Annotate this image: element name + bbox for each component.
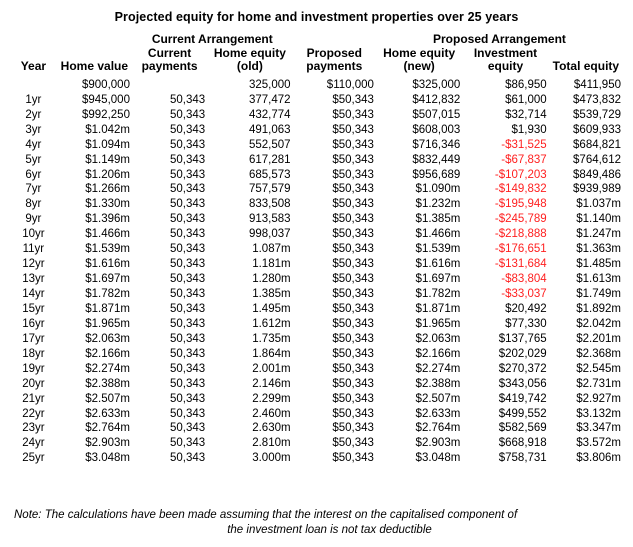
cell-proposed-payments: $50,343: [332, 377, 374, 390]
table-row: [10, 287, 623, 302]
cell-total-equity: $1.485m: [576, 258, 621, 271]
cell-home-equity-new: $1.232m: [415, 198, 461, 211]
column-header-home-equity-new: Home equity (new): [383, 46, 456, 74]
cell-investment-equity: $202,029: [498, 347, 547, 360]
column-header-current-payments: Current payments: [141, 46, 198, 74]
cell-home-equity-old: 2.460m: [252, 407, 291, 420]
cell-proposed-payments: $50,343: [332, 198, 374, 211]
cell-home-equity-new: $2.633m: [415, 407, 461, 420]
cell-proposed-payments: $50,343: [332, 183, 374, 196]
table-row: [10, 227, 623, 242]
cell-year: 5yr: [25, 153, 42, 166]
table-row: [10, 436, 623, 451]
cell-year: 4yr: [25, 138, 42, 151]
cell-home-equity-new: $1.965m: [415, 317, 461, 330]
cell-home-equity-old: 685,573: [249, 168, 291, 181]
cell-investment-equity: -$195,948: [494, 198, 547, 211]
cell-year: 22yr: [22, 407, 45, 420]
table-row: [10, 212, 623, 227]
cell-current-payments: 50,343: [170, 108, 206, 121]
cell-home-value: $1.094m: [85, 138, 130, 151]
footnote-line-2: the investment loan is not tax deductible: [227, 524, 432, 537]
table-row: [10, 421, 623, 436]
cell-year: 21yr: [22, 392, 45, 405]
cell-total-equity: $764,612: [573, 153, 621, 166]
cell-investment-equity: $61,000: [505, 93, 547, 106]
cell-investment-equity: -$107,203: [494, 168, 547, 181]
cell-investment-equity: $758,731: [498, 452, 547, 465]
cell-home-value: $2.388m: [85, 377, 130, 390]
table-row: [10, 108, 623, 123]
cell-current-payments: 50,343: [170, 332, 206, 345]
cell-home-equity-new: $2.903m: [415, 437, 461, 450]
cell-total-equity: $3.347m: [576, 422, 621, 435]
table-group-header-row: [10, 32, 623, 47]
cell-home-value: $2.633m: [85, 407, 130, 420]
cell-home-equity-new: $1.782m: [415, 288, 461, 300]
cell-proposed-payments: $50,343: [332, 317, 374, 330]
cell-year: 3yr: [25, 123, 42, 136]
cell-investment-equity: $343,056: [498, 377, 547, 390]
table-row: [10, 407, 623, 422]
cell-total-equity: $3.572m: [576, 437, 621, 450]
cell-current-payments: 50,343: [170, 302, 206, 315]
cell-home-value: $2.274m: [85, 362, 130, 375]
cell-home-equity-new: $1.616m: [415, 258, 461, 271]
table-row: [10, 153, 623, 168]
cell-home-value: $2.166m: [85, 347, 130, 360]
table-row: [10, 93, 623, 108]
cell-total-equity: $2.042m: [576, 317, 621, 330]
cell-proposed-payments: $50,343: [332, 168, 374, 181]
table-row: [10, 317, 623, 332]
cell-year: 25yr: [22, 452, 45, 465]
cell-year: 6yr: [25, 168, 42, 181]
group-header-spacer-2: [57, 32, 132, 47]
cell-home-value: $1.965m: [85, 317, 130, 330]
table-row: [10, 182, 623, 197]
cell-home-value: $1.871m: [85, 302, 130, 315]
column-header-year: Year: [20, 59, 47, 74]
cell-year: 18yr: [22, 347, 45, 360]
cell-home-value: $1.396m: [85, 213, 130, 226]
cell-current-payments: 50,343: [170, 407, 206, 420]
cell-proposed-payments: $50,343: [332, 332, 374, 345]
table-row: [10, 451, 623, 466]
cell-home-value: $2.507m: [85, 392, 130, 405]
group-header-proposed-arrangement: Proposed Arrangement: [433, 32, 566, 46]
cell-current-payments: 50,343: [170, 362, 206, 375]
table-row: [10, 302, 623, 317]
table-row: [10, 197, 623, 212]
cell-home-equity-new: $1.090m: [415, 183, 461, 196]
cell-home-equity-old: 552,507: [249, 138, 291, 151]
cell-home-equity-old: 1.385m: [252, 288, 291, 300]
cell-current-payments: 50,343: [170, 228, 206, 241]
cell-year: 1yr: [25, 93, 42, 106]
cell-current-payments: 50,343: [170, 273, 206, 286]
cell-home-equity-new: $1.466m: [415, 228, 461, 241]
cell-current-payments: [132, 77, 207, 93]
cell-home-equity-old: 998,037: [249, 228, 291, 241]
footnote-line-1: The calculations have been made assuming that the interest on the capitalised component of: [44, 508, 518, 521]
cell-proposed-payments: $50,343: [332, 213, 374, 226]
cell-proposed-payments: $50,343: [332, 138, 374, 151]
cell-home-equity-old: 2.146m: [252, 377, 291, 390]
cell-current-payments: 50,343: [170, 123, 206, 136]
cell-home-equity-new: $3.048m: [415, 452, 461, 465]
cell-proposed-payments: $50,343: [332, 392, 374, 405]
table-row: [10, 392, 623, 407]
cell-proposed-payments: $50,343: [332, 302, 374, 315]
cell-year: 9yr: [25, 213, 42, 226]
cell-total-equity: $1.613m: [576, 273, 621, 286]
cell-home-equity-new: $325,000: [412, 78, 461, 91]
column-header-home-value: Home value: [60, 59, 129, 74]
cell-year: 24yr: [22, 437, 45, 450]
cell-home-equity-new: $956,689: [412, 168, 461, 181]
cell-current-payments: 50,343: [170, 347, 206, 360]
cell-total-equity: $3.132m: [576, 407, 621, 420]
cell-home-value: $1.206m: [85, 168, 130, 181]
cell-home-equity-new: $2.764m: [415, 422, 461, 435]
table-row: [10, 77, 623, 93]
cell-total-equity: $411,950: [573, 78, 621, 91]
cell-investment-equity: -$83,804: [501, 273, 547, 286]
cell-current-payments: 50,343: [170, 422, 206, 435]
cell-home-value: $1.539m: [85, 243, 130, 256]
cell-year: 14yr: [22, 288, 45, 300]
cell-home-value: $945,000: [82, 93, 130, 106]
cell-investment-equity: $499,552: [498, 407, 547, 420]
cell-current-payments: 50,343: [170, 243, 206, 256]
column-header-total-equity: Total equity: [552, 59, 620, 74]
cell-total-equity: $1.037m: [576, 198, 621, 211]
cell-home-equity-old: 2.630m: [252, 422, 291, 435]
cell-proposed-payments: $50,343: [332, 452, 374, 465]
cell-home-equity-new: $716,346: [412, 138, 461, 151]
cell-total-equity: $539,729: [573, 108, 621, 121]
cell-current-payments: 50,343: [170, 437, 206, 450]
cell-year: 12yr: [22, 258, 45, 271]
cell-proposed-payments: $50,343: [332, 153, 374, 166]
cell-home-value: $1.697m: [85, 273, 130, 286]
cell-total-equity: $1.749m: [576, 288, 621, 300]
cell-home-value: $2.903m: [85, 437, 130, 450]
cell-current-payments: 50,343: [170, 377, 206, 390]
cell-home-equity-new: $412,832: [412, 93, 461, 106]
cell-year: 20yr: [22, 377, 45, 390]
table-row: [10, 168, 623, 183]
cell-total-equity: $1.892m: [576, 302, 621, 315]
cell-year: 11yr: [22, 243, 45, 256]
cell-total-equity: $2.545m: [576, 362, 621, 375]
cell-investment-equity: -$131,684: [494, 258, 547, 271]
cell-home-equity-new: $1.385m: [415, 213, 461, 226]
cell-proposed-payments: $50,343: [332, 108, 374, 121]
cell-total-equity: $2.368m: [576, 347, 621, 360]
cell-current-payments: 50,343: [170, 288, 206, 300]
cell-current-payments: 50,343: [170, 168, 206, 181]
cell-total-equity: $609,933: [573, 123, 621, 136]
cell-home-equity-old: 2.299m: [252, 392, 291, 405]
cell-investment-equity: -$245,789: [494, 213, 547, 226]
cell-proposed-payments: $50,343: [332, 123, 374, 136]
cell-current-payments: 50,343: [170, 93, 206, 106]
cell-current-payments: 50,343: [170, 258, 206, 271]
table-header-row: [10, 47, 623, 77]
cell-total-equity: $2.201m: [576, 332, 621, 345]
equity-projection-table: [10, 32, 623, 466]
cell-current-payments: 50,343: [170, 183, 206, 196]
cell-total-equity: $3.806m: [576, 452, 621, 465]
cell-year: 13yr: [22, 273, 45, 286]
cell-investment-equity: -$33,037: [501, 288, 547, 300]
cell-home-equity-new: $507,015: [412, 108, 461, 121]
table-row: [10, 347, 623, 362]
cell-year: 17yr: [22, 332, 45, 345]
cell-home-equity-old: 325,000: [249, 78, 291, 91]
footnote: [14, 508, 619, 539]
cell-current-payments: 50,343: [170, 392, 206, 405]
cell-current-payments: 50,343: [170, 138, 206, 151]
cell-home-equity-new: $1.697m: [415, 273, 461, 286]
table-row: [10, 362, 623, 377]
cell-year: 8yr: [25, 198, 42, 211]
cell-home-value: $1.149m: [85, 153, 130, 166]
cell-home-value: $3.048m: [85, 452, 130, 465]
cell-year: 16yr: [22, 317, 45, 330]
cell-home-equity-old: 2.810m: [252, 437, 291, 450]
table-row: [10, 123, 623, 138]
cell-total-equity: $1.363m: [576, 243, 621, 256]
cell-home-equity-old: 1.735m: [252, 332, 291, 345]
cell-year: [10, 77, 57, 93]
cell-investment-equity: $270,372: [498, 362, 547, 375]
cell-home-value: $900,000: [82, 78, 130, 91]
cell-total-equity: $1.247m: [576, 228, 621, 241]
cell-home-equity-old: 491,063: [249, 123, 291, 136]
cell-investment-equity: $1,930: [511, 123, 547, 136]
cell-proposed-payments: $50,343: [332, 228, 374, 241]
table-row: [10, 242, 623, 257]
column-header-home-equity-old: Home equity (old): [213, 46, 286, 74]
column-header-proposed-payments: Proposed payments: [306, 46, 363, 74]
cell-proposed-payments: $50,343: [332, 258, 374, 271]
cell-home-value: $1.266m: [85, 183, 130, 196]
cell-home-value: $2.764m: [85, 422, 130, 435]
cell-proposed-payments: $50,343: [332, 437, 374, 450]
cell-proposed-payments: $50,343: [332, 288, 374, 300]
cell-home-equity-old: 1.280m: [252, 273, 291, 286]
cell-current-payments: 50,343: [170, 452, 206, 465]
cell-year: 23yr: [22, 422, 45, 435]
cell-proposed-payments: $50,343: [332, 93, 374, 106]
page-title: Projected equity for home and investment properties over 25 years: [114, 10, 519, 24]
cell-current-payments: 50,343: [170, 153, 206, 166]
cell-home-equity-old: 1.087m: [252, 243, 291, 256]
cell-proposed-payments: $50,343: [332, 347, 374, 360]
cell-year: 15yr: [22, 302, 45, 315]
cell-home-equity-old: 913,583: [249, 213, 291, 226]
cell-total-equity: $849,486: [573, 168, 621, 181]
cell-investment-equity: $582,569: [498, 422, 547, 435]
cell-total-equity: $684,821: [573, 138, 621, 151]
cell-current-payments: 50,343: [170, 198, 206, 211]
cell-investment-equity: $668,918: [498, 437, 547, 450]
table-row: [10, 332, 623, 347]
cell-investment-equity: $137,765: [498, 332, 547, 345]
cell-proposed-payments: $50,343: [332, 407, 374, 420]
cell-home-equity-new: $2.166m: [415, 347, 461, 360]
group-header-current-arrangement: Current Arrangement: [151, 32, 273, 46]
cell-home-equity-old: 1.612m: [252, 317, 291, 330]
cell-home-equity-new: $608,003: [412, 123, 461, 136]
cell-proposed-payments: $50,343: [332, 273, 374, 286]
cell-proposed-payments: $50,343: [332, 422, 374, 435]
table-body: [10, 77, 623, 466]
cell-home-equity-old: 1.181m: [252, 258, 291, 271]
cell-investment-equity: $77,330: [505, 317, 547, 330]
cell-year: 2yr: [25, 108, 42, 121]
cell-total-equity: $473,832: [573, 93, 621, 106]
table-row: [10, 377, 623, 392]
cell-home-equity-old: 432,774: [249, 108, 291, 121]
cell-current-payments: 50,343: [170, 213, 206, 226]
cell-home-equity-new: $2.388m: [415, 377, 461, 390]
cell-investment-equity: -$176,651: [494, 243, 547, 256]
cell-home-value: $1.466m: [85, 228, 130, 241]
cell-total-equity: $2.731m: [576, 377, 621, 390]
cell-investment-equity: -$67,837: [501, 153, 547, 166]
cell-investment-equity: -$218,888: [494, 228, 547, 241]
group-header-spacer: [10, 32, 57, 47]
cell-home-value: $1.616m: [85, 258, 130, 271]
table-row: [10, 138, 623, 153]
cell-year: 7yr: [25, 183, 42, 196]
cell-home-equity-old: 617,281: [249, 153, 291, 166]
footnote-label: Note:: [14, 508, 42, 521]
cell-home-equity-new: $2.274m: [415, 362, 461, 375]
cell-investment-equity: -$31,525: [501, 138, 547, 151]
cell-home-equity-old: 757,579: [249, 183, 291, 196]
cell-current-payments: 50,343: [170, 317, 206, 330]
cell-home-equity-old: 1.495m: [252, 302, 291, 315]
cell-total-equity: $1.140m: [576, 213, 621, 226]
cell-proposed-payments: $50,343: [332, 362, 374, 375]
cell-home-equity-new: $1.871m: [415, 302, 461, 315]
cell-home-value: $1.042m: [85, 123, 130, 136]
column-header-investment-equity: Investment equity: [473, 46, 538, 74]
group-header-spacer-3: [293, 32, 376, 47]
cell-investment-equity: $20,492: [505, 302, 547, 315]
cell-home-value: $2.063m: [85, 332, 130, 345]
cell-investment-equity: $419,742: [498, 392, 547, 405]
cell-year: 19yr: [22, 362, 45, 375]
cell-home-equity-old: 2.001m: [252, 362, 291, 375]
cell-total-equity: $939,989: [573, 183, 621, 196]
cell-home-equity-old: 833,508: [249, 198, 291, 211]
cell-home-value: $1.782m: [85, 288, 130, 300]
cell-proposed-payments: $110,000: [326, 78, 374, 91]
cell-home-equity-old: 377,472: [249, 93, 291, 106]
cell-investment-equity: $32,714: [505, 108, 547, 121]
cell-investment-equity: -$149,832: [494, 183, 547, 196]
cell-home-equity-old: 3.000m: [252, 452, 291, 465]
table-row: [10, 272, 623, 287]
cell-proposed-payments: $50,343: [332, 243, 374, 256]
cell-home-equity-old: 1.864m: [252, 347, 291, 360]
cell-home-value: $1.330m: [85, 198, 130, 211]
cell-home-equity-new: $832,449: [412, 153, 461, 166]
table-row: [10, 257, 623, 272]
cell-home-equity-new: $1.539m: [415, 243, 461, 256]
cell-investment-equity: $86,950: [505, 78, 547, 91]
cell-home-value: $992,250: [82, 108, 130, 121]
cell-year: 10yr: [22, 228, 45, 241]
cell-home-equity-new: $2.507m: [415, 392, 461, 405]
cell-total-equity: $2.927m: [576, 392, 621, 405]
cell-home-equity-new: $2.063m: [415, 332, 461, 345]
